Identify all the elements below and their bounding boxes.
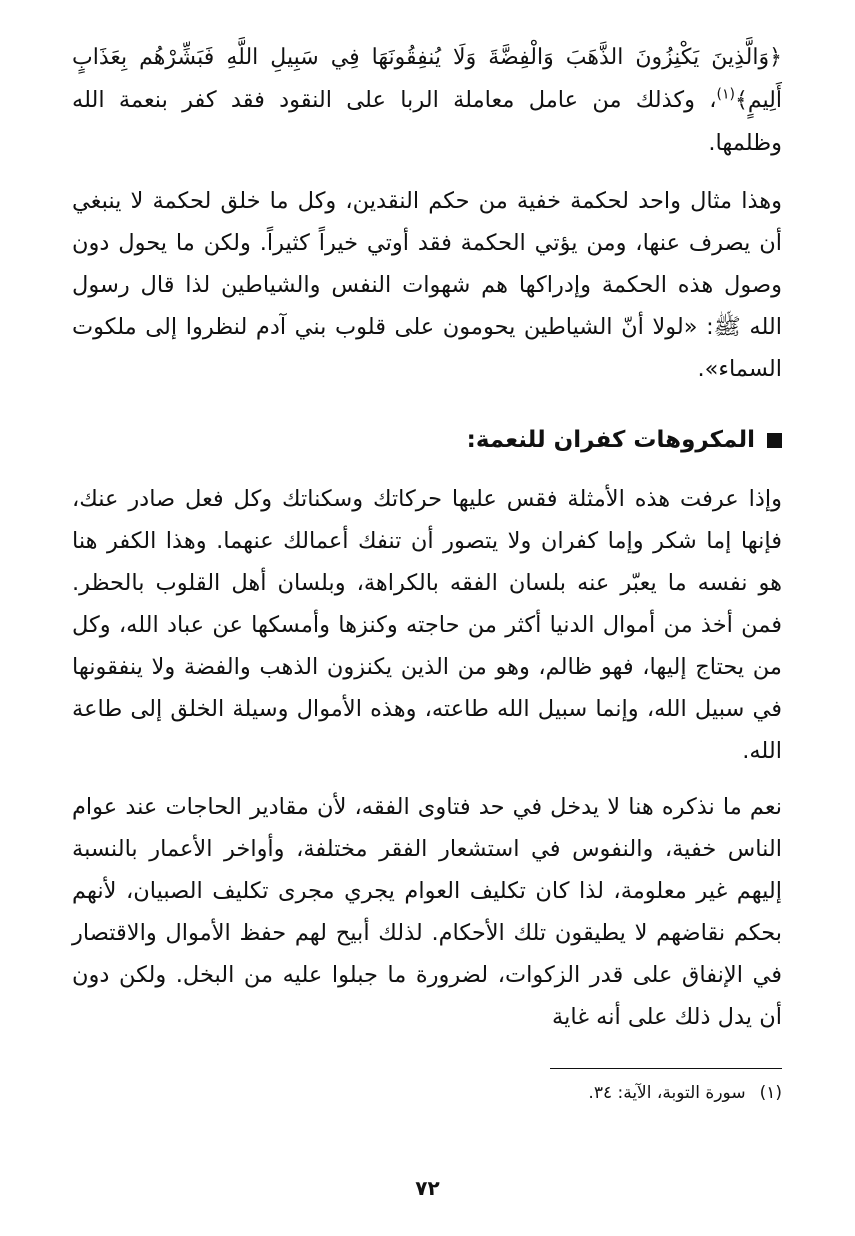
paragraph-hikma: وهذا مثال واحد لحكمة خفية من حكم النقدين، وكل ما خلق لحكمة لا ينبغي أن يصرف عنها، ومن يؤتي الحكمة فقد أوتي خيراً كثيراً. ولكن ما يحول دون وصول هذه الحكمة وإدراكها هم شهوات النفس والشياطين لذا قال رسول الله ﷺ: «لولا أنّ الشياطين يحومون على قلوب بني آدم لنظروا إلى ملكوت السماء». [72, 188, 782, 382]
footnote-reference: (١) [716, 86, 735, 103]
page-number: ٧٢ [415, 1176, 440, 1200]
footnote [72, 1083, 782, 1103]
footnote-divider [550, 1068, 782, 1069]
verse-continuation: ، وكذلك من عامل معاملة الربا على النقود فقد كفر بنعمة الله وظلمها. [72, 87, 782, 156]
paragraph-fiqh: نعم ما نذكره هنا لا يدخل في حد فتاوى الفقه، لأن مقادير الحاجات عند عوام الناس خفية، والنفوس في استشعار الفقر مختلفة، وأواخر الأعمار بالنسبة إليهم غير معلومة، لذا كان تكليف العوام يجري مجرى تكليف الصبيان، لأنهم بحكم نقاضهم لا يطيقون تلك الأحكام. لذلك أبيح لهم حفظ الأموال والاقتصار في الإنفاق على قدر الزكوات، لضرورة ما جبلوا عليه من البخل. ولكن دون أن يدل ذلك على أنه غاية [72, 794, 782, 1030]
paragraph-kufran: وإذا عرفت هذه الأمثلة فقس عليها حركاتك وسكناتك وكل فعل صادر عنك، فإنها إما شكر وإما كفران ولا يتصور أن تنفك أعمالك عنهما. وهذا الكفر هنا هو نفسه ما يعبّر عنه بلسان الفقه بالكراهة، وبلسان أهل القلوب بالحظر. فمن أخذ من أموال الدنيا أكثر من حاجته وكنزها وأمسكها عن عباد الله، وكل من يحتاج إليها، فهو ظالم، وهو من الذين يكنزون الذهب والفضة ولا ينفقونها في سبيل الله، وإنما سبيل الله طاعته، وهذه الأموال وسيلة الخلق إلى طاعة الله. [72, 486, 782, 764]
footnote-marker: (١) [759, 1083, 782, 1103]
quran-verse: ﴿وَالَّذِينَ يَكْنِزُونَ الذَّهَبَ وَالْفِضَّةَ وَلَا يُنفِقُونَهَا فِي سَبِيلِ اللَّهِ فَبَشِّرْهُم بِعَذَابٍ أَلِيمٍ﴾ [72, 45, 782, 113]
section-heading-text: المكروهات كفران للنعمة: [466, 427, 755, 453]
section-heading [72, 420, 782, 460]
footnote-text: سورة التوبة، الآية: ٣٤. [588, 1083, 746, 1103]
paragraph-verse [72, 36, 782, 164]
page-content [72, 36, 782, 1103]
heading-square-icon [767, 433, 782, 448]
